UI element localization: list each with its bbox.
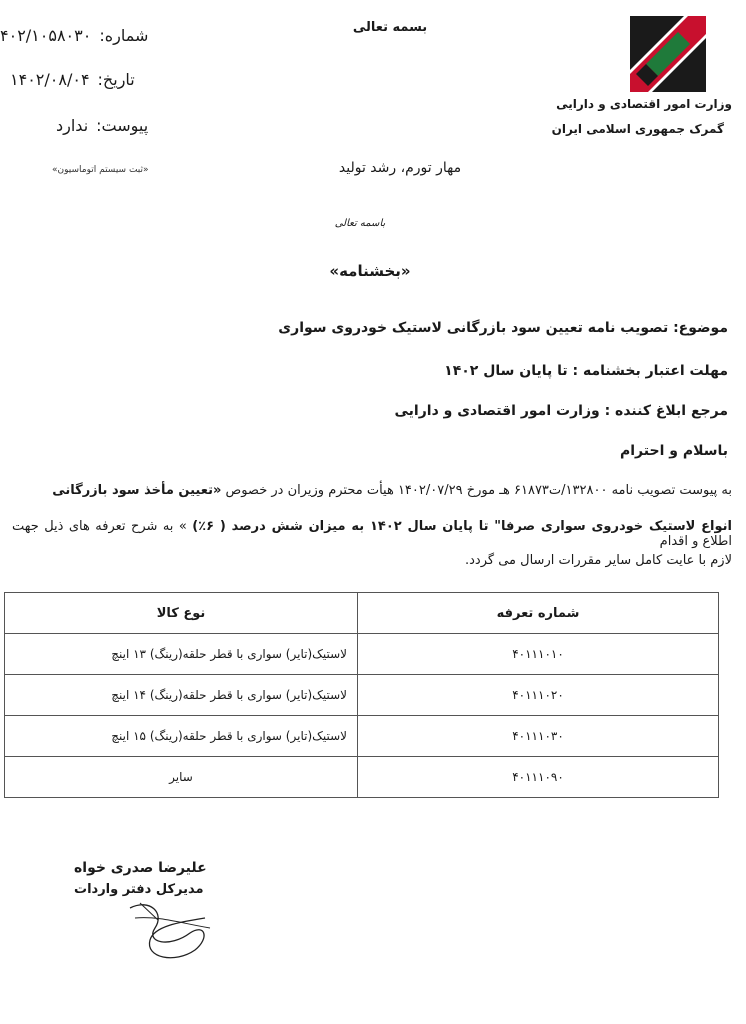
table-row [5, 757, 719, 798]
tariff-code: ۴۰۱۱۱۰۲۰ [358, 675, 719, 716]
document-type-title: «بخشنامه» [329, 262, 411, 280]
tariff-table [4, 592, 719, 798]
greeting-line: باسلام و احترام [620, 443, 728, 459]
attachment-value: ندارد [56, 116, 89, 135]
paragraph-bold: «تعیین مأخذ سود بازرگانی [52, 483, 222, 498]
customs-name: گمرک جمهوری اسلامی ایران [551, 122, 724, 136]
letter-number [0, 26, 148, 45]
signer-name: علیرضا صدری خواه [74, 860, 207, 876]
header-tariff-code: شماره تعرفه [358, 593, 719, 634]
table-row [5, 716, 719, 757]
signer-title: مدیرکل دفتر واردات [74, 882, 204, 897]
attachment-label: پیوست: [96, 116, 149, 135]
basmala-script: باسمه تعالی [334, 218, 386, 229]
table-row [5, 634, 719, 675]
validity-line: مهلت اعتبار بخشنامه : تا پایان سال ۱۴۰۲ [444, 363, 728, 379]
date-label: تاریخ: [97, 70, 135, 89]
paragraph-text: » به شرح تعرفه های ذیل جهت اطلاع و اقدام [12, 519, 732, 549]
goods-type: سایر [5, 757, 358, 798]
automation-note: «ثبت سیستم اتوماسیون» [52, 165, 149, 175]
basmala-heading: بسمه تعالی [352, 20, 428, 35]
header-goods-type: نوع کالا [5, 593, 358, 634]
goods-type: لاستیک(تایر) سواری با قطر حلقه(رینگ) ۱۳ اینچ [5, 634, 358, 675]
paragraph-line-1 [12, 483, 732, 498]
table-header-row [5, 593, 719, 634]
number-label: شماره: [99, 26, 149, 45]
slogan-note: مهار تورم، رشد تولید [338, 160, 462, 176]
date-value: ۱۴۰۲/۰۸/۰۴ [10, 70, 90, 89]
paragraph-text: به پیوست تصویب نامه ۱۳۲۸۰۰/ت۶۱۸۷۳ هـ مورخ ۱۴۰۲/۰۷/۲۹ هیأت محترم وزیران در خصوص [225, 483, 732, 498]
customs-logo-icon [628, 14, 708, 94]
tariff-code: ۴۰۱۱۱۰۳۰ [358, 716, 719, 757]
number-value: ۴۰۲/۱۰۵۸۰۳۰ [0, 26, 92, 45]
letter-date [10, 70, 135, 89]
table-row [5, 675, 719, 716]
reference-line: مرجع ابلاغ کننده : وزارت امور اقتصادی و دارایی [394, 403, 728, 419]
subject-line: موضوع: تصویب نامه تعیین سود بازرگانی لاستیک خودروی سواری [278, 320, 728, 336]
tariff-code: ۴۰۱۱۱۰۱۰ [358, 634, 719, 675]
tariff-code: ۴۰۱۱۱۰۹۰ [358, 757, 719, 798]
paragraph-bold: انواع لاستیک خودروی سواری صرفا" تا پایان سال ۱۴۰۲ به میزان شش درصد ( ۶٪) [192, 519, 732, 534]
ministry-name: وزارت امور اقتصادی و دارایی [556, 97, 732, 111]
signature-icon [110, 878, 220, 968]
goods-type: لاستیک(تایر) سواری با قطر حلقه(رینگ) ۱۵ اینچ [5, 716, 358, 757]
paragraph-line-3: لازم با عایت کامل سایر مقررات ارسال می گردد. [465, 553, 732, 568]
paragraph-line-2 [12, 519, 732, 549]
goods-type: لاستیک(تایر) سواری با قطر حلقه(رینگ) ۱۴ اینچ [5, 675, 358, 716]
letter-attachment [56, 116, 148, 135]
